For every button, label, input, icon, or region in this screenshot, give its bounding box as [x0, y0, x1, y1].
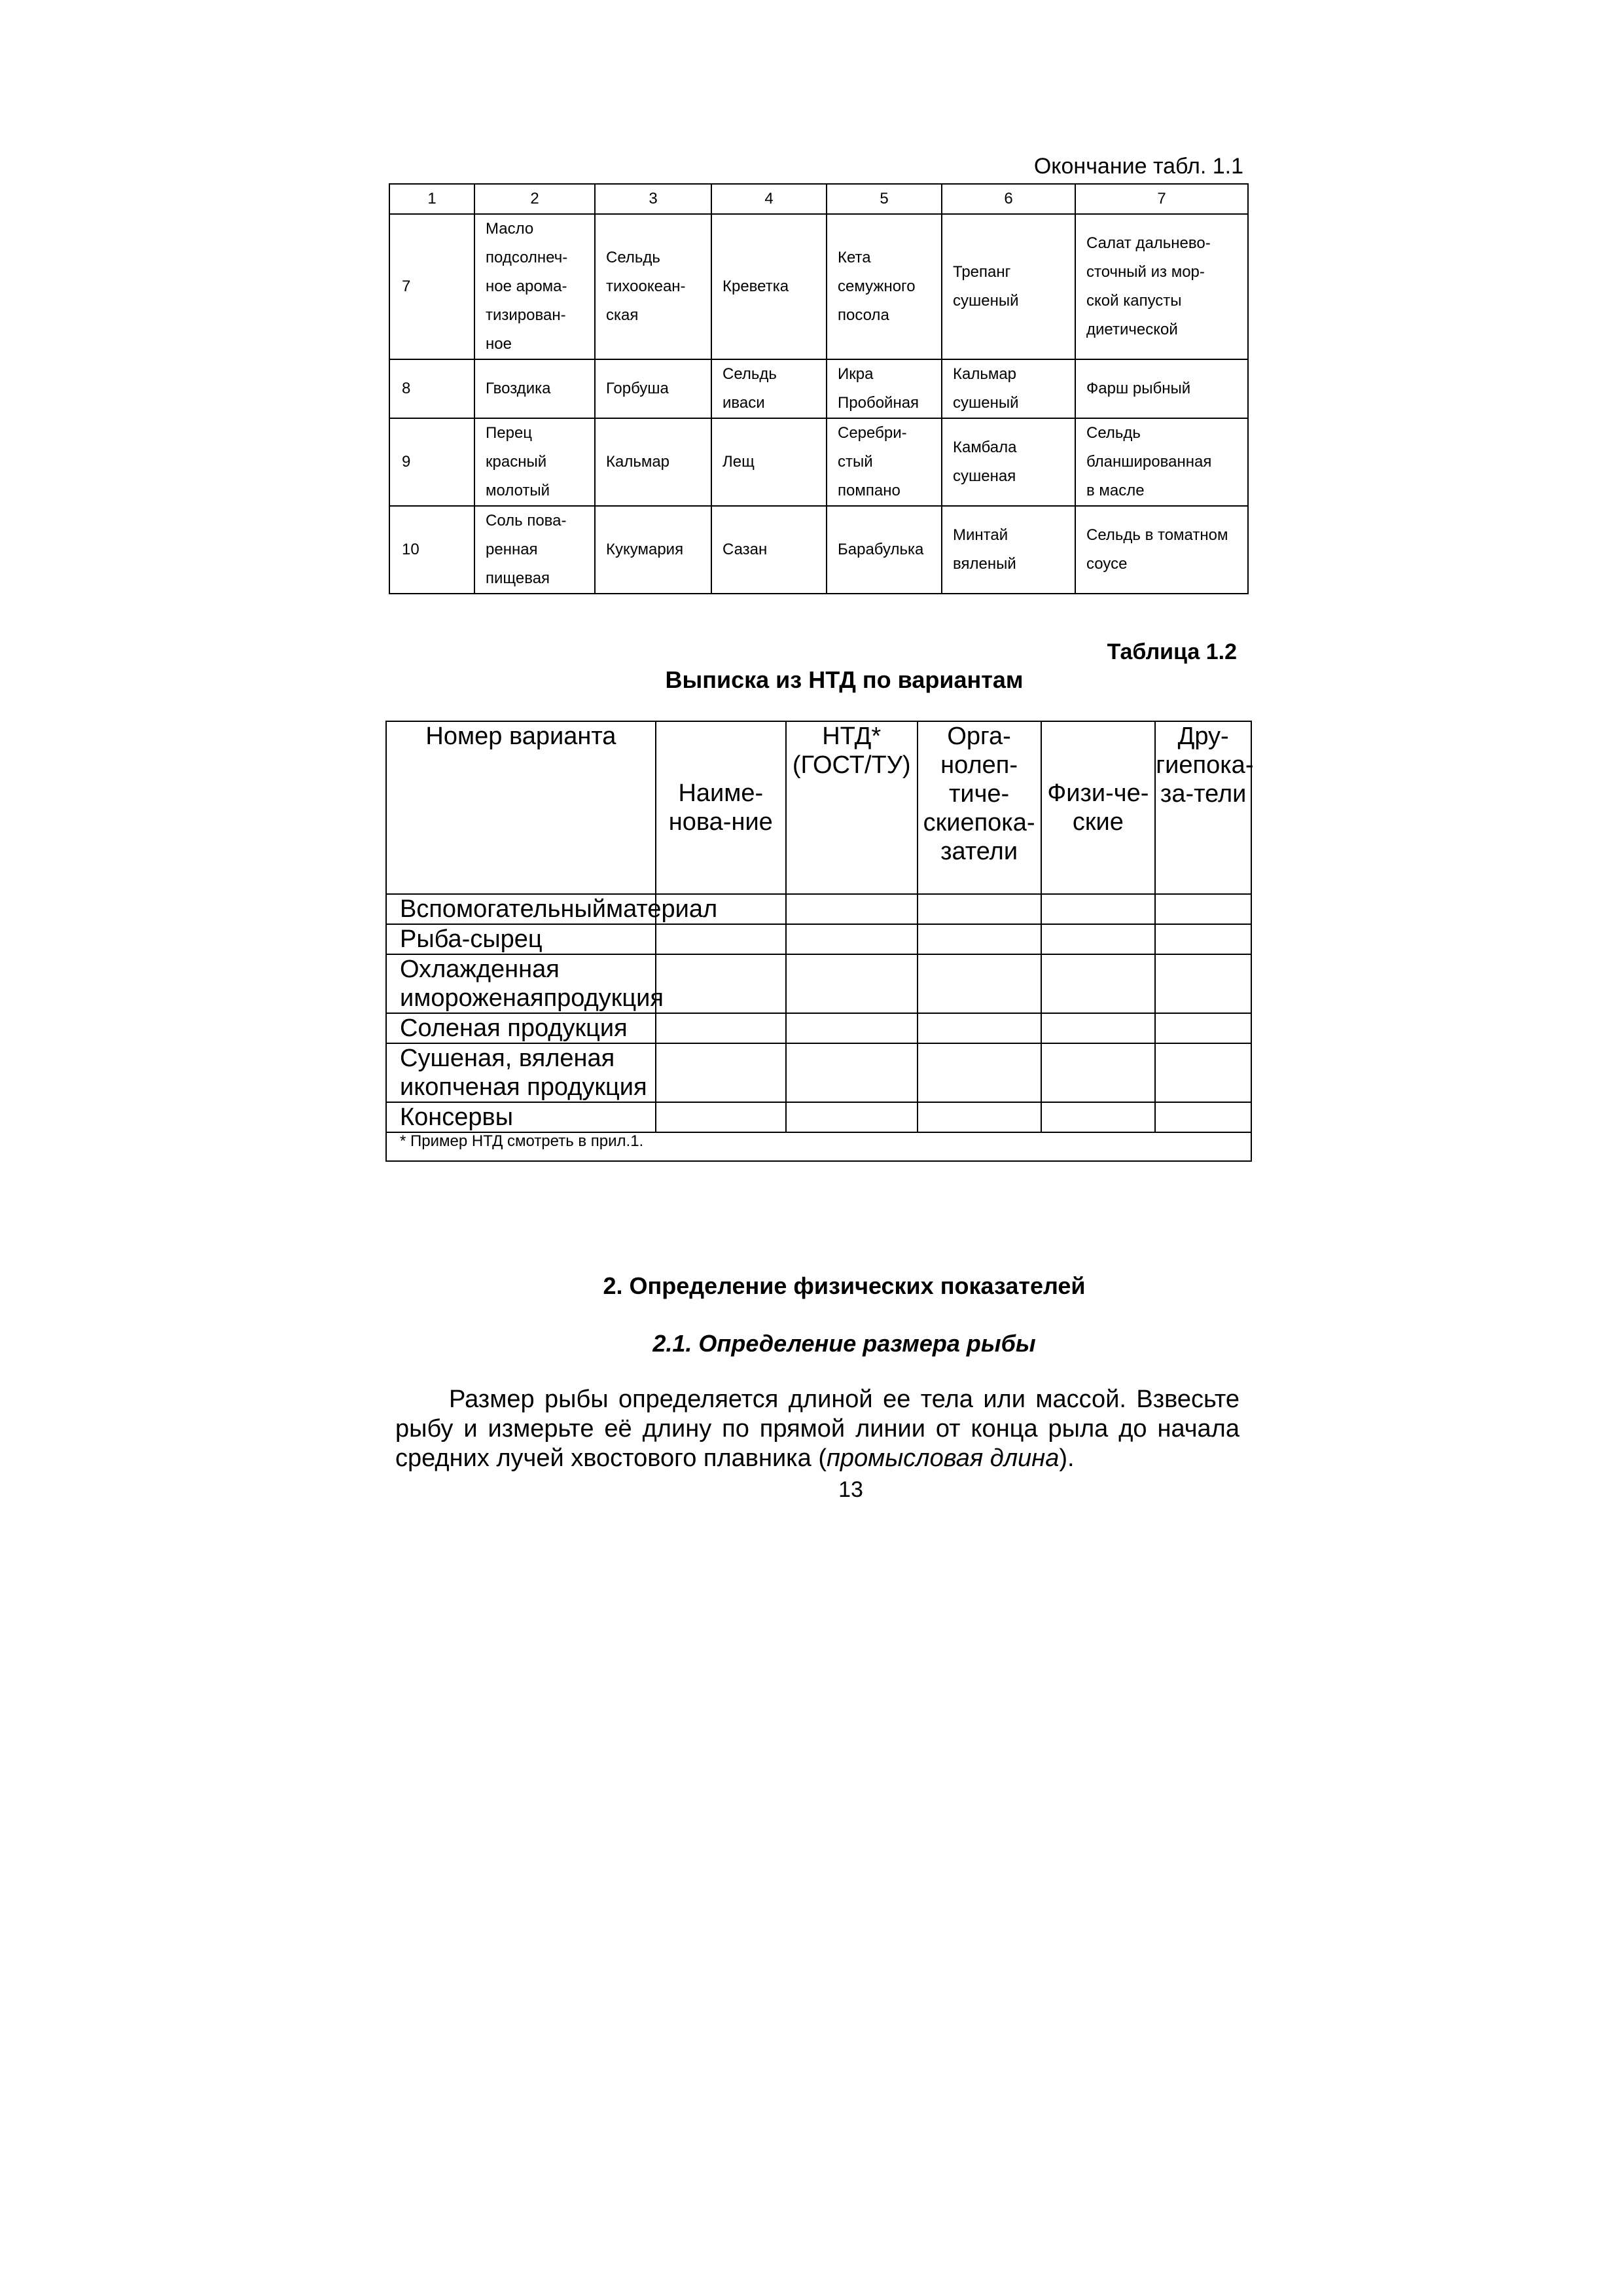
empty-cell [918, 954, 1041, 1013]
table-row [386, 1043, 1251, 1102]
empty-cell [656, 924, 786, 954]
cell-line: Перец [486, 424, 533, 442]
empty-cell [656, 1013, 786, 1043]
row-label-line: продукция [543, 984, 664, 1012]
table-row [386, 924, 1251, 954]
empty-cell [1041, 1102, 1156, 1132]
empty-cell [1155, 894, 1251, 924]
table-cell [1075, 359, 1248, 418]
subsection-title: 2.1. Определение размера рыбы [652, 1330, 1036, 1357]
cell-line: тихоокеан- [606, 278, 686, 295]
row-label-line: Рыба-сырец [400, 925, 543, 953]
row-label [386, 894, 718, 924]
row-label [386, 924, 656, 954]
empty-cell [918, 894, 1041, 924]
cell-line: Кальмар [606, 453, 670, 471]
table-row [389, 214, 1248, 359]
column-number: 2 [474, 184, 595, 214]
table-cell [474, 506, 595, 594]
row-label-line: копченая продукция [414, 1073, 647, 1101]
header-organoleptic-line: тиче- [948, 780, 1010, 808]
row-label [386, 954, 664, 1013]
cell-line: ской капусты [1086, 292, 1182, 310]
cell-line: семужного [838, 278, 916, 295]
cell-line: Сельдь [1086, 424, 1141, 442]
cell-line: Пробойная [838, 394, 919, 412]
table-1-2-label: Таблица 1.2 [1107, 639, 1237, 664]
table-cell [942, 214, 1075, 359]
empty-cell [1155, 1013, 1251, 1043]
cell-line: Горбуша [606, 380, 669, 397]
empty-cell [918, 1013, 1041, 1043]
table-1-2-title: Выписка из НТД по вариантам [665, 666, 1024, 693]
body-paragraph [395, 1385, 1240, 1473]
empty-cell [918, 1102, 1041, 1132]
empty-cell [786, 1013, 918, 1043]
cell-line: красный [486, 453, 547, 471]
table-cell [827, 418, 942, 506]
cell-line: сточный из мор- [1086, 263, 1205, 281]
cell-line: в масле [1086, 482, 1145, 499]
header-name-line: Наиме- [678, 780, 764, 807]
row-label [386, 1043, 656, 1102]
header-name-line: нова- [668, 808, 732, 836]
column-number: 4 [711, 184, 827, 214]
header-ntd-line: ТУ) [871, 751, 911, 779]
cell-line: Лещ [722, 453, 755, 471]
cell-line: Кальмар [953, 365, 1017, 383]
empty-cell [1155, 954, 1251, 1013]
header-name-line: ние [731, 808, 773, 836]
empty-cell [918, 1043, 1041, 1102]
empty-cell [1041, 894, 1156, 924]
table-cell [827, 506, 942, 594]
cell-line: ская [606, 306, 639, 324]
row-label-line: Соленая продукция [400, 1014, 628, 1042]
cell-line: иваси [722, 394, 765, 412]
cell-line: стый [838, 453, 873, 471]
cell-line: Минтай [953, 526, 1008, 544]
column-number: 7 [1075, 184, 1248, 214]
empty-cell [786, 924, 918, 954]
table-header-row [386, 721, 1251, 894]
paragraph-italic-term: промысловая длина [826, 1444, 1060, 1472]
cell-line: Соль пова- [486, 512, 567, 529]
variant-number: 10 [389, 506, 474, 594]
table-cell [595, 418, 711, 506]
header-organoleptic-line: затели [940, 838, 1018, 865]
table-cell [827, 214, 942, 359]
column-number: 6 [942, 184, 1075, 214]
cell-line: Камбала [953, 439, 1017, 456]
row-label [386, 1102, 656, 1132]
empty-cell [1155, 1043, 1251, 1102]
cell-line: Креветка [722, 278, 789, 295]
table-header-row [389, 184, 1248, 214]
cell-line: ренная [486, 541, 538, 558]
header-other-line: за- [1160, 780, 1194, 808]
cell-line: Сельдь [606, 249, 660, 266]
header-ntd [786, 721, 918, 894]
cell-line: пищевая [486, 569, 550, 587]
table-1-2 [385, 721, 1252, 1162]
table-cell [1075, 418, 1248, 506]
row-label [386, 1013, 656, 1043]
cell-line: вяленый [953, 555, 1016, 573]
cell-line: соусе [1086, 555, 1128, 573]
table-row [386, 894, 1251, 924]
cell-line: Фарш рыбный [1086, 380, 1191, 397]
column-number: 3 [595, 184, 711, 214]
cell-line: Кета [838, 249, 871, 266]
cell-line: Сельдь [722, 365, 777, 383]
empty-cell [918, 924, 1041, 954]
row-label-line: Консервы [400, 1103, 514, 1131]
cell-line: сушеная [953, 467, 1016, 485]
empty-cell [1155, 924, 1251, 954]
table-cell [942, 418, 1075, 506]
cell-line: сушеный [953, 292, 1019, 310]
empty-cell [1155, 1102, 1251, 1132]
empty-cell [786, 954, 918, 1013]
cell-line: сушеный [953, 394, 1019, 412]
table-row [386, 1102, 1251, 1132]
cell-line: Барабулька [838, 541, 924, 558]
cell-line: Салат дальнево- [1086, 234, 1211, 252]
header-other-line: Дру- [1177, 723, 1229, 750]
cell-line: тизирован- [486, 306, 566, 324]
table-cell [711, 214, 827, 359]
table-row [389, 418, 1248, 506]
header-other-line: пока- [1192, 751, 1254, 779]
header-physical [1041, 721, 1156, 894]
header-other-line: гие [1156, 751, 1193, 779]
header-organoleptic-line: Орга- [947, 723, 1011, 750]
cell-line: Трепанг [953, 263, 1011, 281]
table-continuation-caption: Окончание табл. 1.1 [1033, 154, 1243, 179]
paragraph-text: Размер рыбы определяется длиной ее тела или массой. Взвесьте рыбу и измерьте её длину по прямой линии от конца рыла до начала средних лучей хвостового плавника ( [395, 1386, 1240, 1472]
cell-line: Кукумария [606, 541, 684, 558]
cell-line: Икра [838, 365, 874, 383]
header-organoleptic-line: нолеп- [940, 751, 1018, 779]
table-row [386, 954, 1251, 1013]
header-variant-number: Номер варианта [386, 721, 656, 894]
table-row [386, 1013, 1251, 1043]
empty-cell [1041, 1043, 1156, 1102]
paragraph-end: ). [1059, 1444, 1075, 1472]
table-cell [942, 359, 1075, 418]
table-cell [711, 359, 827, 418]
cell-line: Сельдь в томатном [1086, 526, 1228, 544]
table-cell [474, 359, 595, 418]
empty-cell [786, 1043, 918, 1102]
cell-line: помпано [838, 482, 901, 499]
header-name [656, 721, 786, 894]
column-number: 5 [827, 184, 942, 214]
header-organoleptic [918, 721, 1041, 894]
cell-line: Гвоздика [486, 380, 551, 397]
cell-line: Сазан [722, 541, 768, 558]
table-row [389, 359, 1248, 418]
table-1-1 [389, 183, 1249, 594]
row-label-line: Вспомогательный [400, 895, 606, 923]
footnote: * Пример НТД смотреть в прил.1. [386, 1132, 1251, 1161]
cell-line: диетической [1086, 321, 1178, 338]
empty-cell [656, 1043, 786, 1102]
empty-cell [1041, 924, 1156, 954]
row-label-line: мороженая [414, 984, 544, 1012]
footnote-row [386, 1132, 1251, 1161]
header-ntd-line: (ГОСТ/ [792, 751, 872, 779]
header-physical-line: Физи- [1047, 780, 1114, 807]
header-ntd-line: НТД* [822, 723, 882, 750]
empty-cell [786, 1102, 918, 1132]
table-cell [942, 506, 1075, 594]
table-cell [711, 506, 827, 594]
row-label-line: материал [605, 895, 718, 923]
table-cell [595, 506, 711, 594]
page-number: 13 [838, 1477, 863, 1502]
cell-line: Серебри- [838, 424, 907, 442]
empty-cell [786, 894, 918, 924]
header-physical-line: ские [1072, 808, 1124, 836]
table-cell [595, 214, 711, 359]
table-cell [1075, 506, 1248, 594]
variant-number: 8 [389, 359, 474, 418]
table-cell [711, 418, 827, 506]
cell-line: бланшированная [1086, 453, 1212, 471]
empty-cell [1041, 954, 1156, 1013]
cell-line: Масло [486, 220, 534, 238]
header-organoleptic-line: ские [923, 809, 974, 836]
cell-line: подсолнеч- [486, 249, 568, 266]
empty-cell [656, 954, 786, 1013]
cell-line: ное [486, 335, 512, 353]
table-cell [1075, 214, 1248, 359]
table-cell [595, 359, 711, 418]
header-physical-line: че- [1113, 780, 1149, 807]
header-organoleptic-line: пока- [974, 809, 1035, 836]
variant-number: 7 [389, 214, 474, 359]
table-cell [474, 214, 595, 359]
table-row [389, 506, 1248, 594]
empty-cell [656, 1102, 786, 1132]
table-cell [827, 359, 942, 418]
cell-line: молотый [486, 482, 550, 499]
section-title: 2. Определение физических показателей [603, 1272, 1086, 1299]
row-label-line: Охлажденная и [400, 956, 560, 1012]
row-label-line: Сушеная, вяленая и [400, 1045, 615, 1101]
cell-line: ное арома- [486, 278, 567, 295]
empty-cell [1041, 1013, 1156, 1043]
cell-line: посола [838, 306, 889, 324]
header-other [1155, 721, 1254, 894]
table-cell [474, 418, 595, 506]
variant-number: 9 [389, 418, 474, 506]
header-other-line: тели [1194, 780, 1247, 808]
column-number: 1 [389, 184, 474, 214]
